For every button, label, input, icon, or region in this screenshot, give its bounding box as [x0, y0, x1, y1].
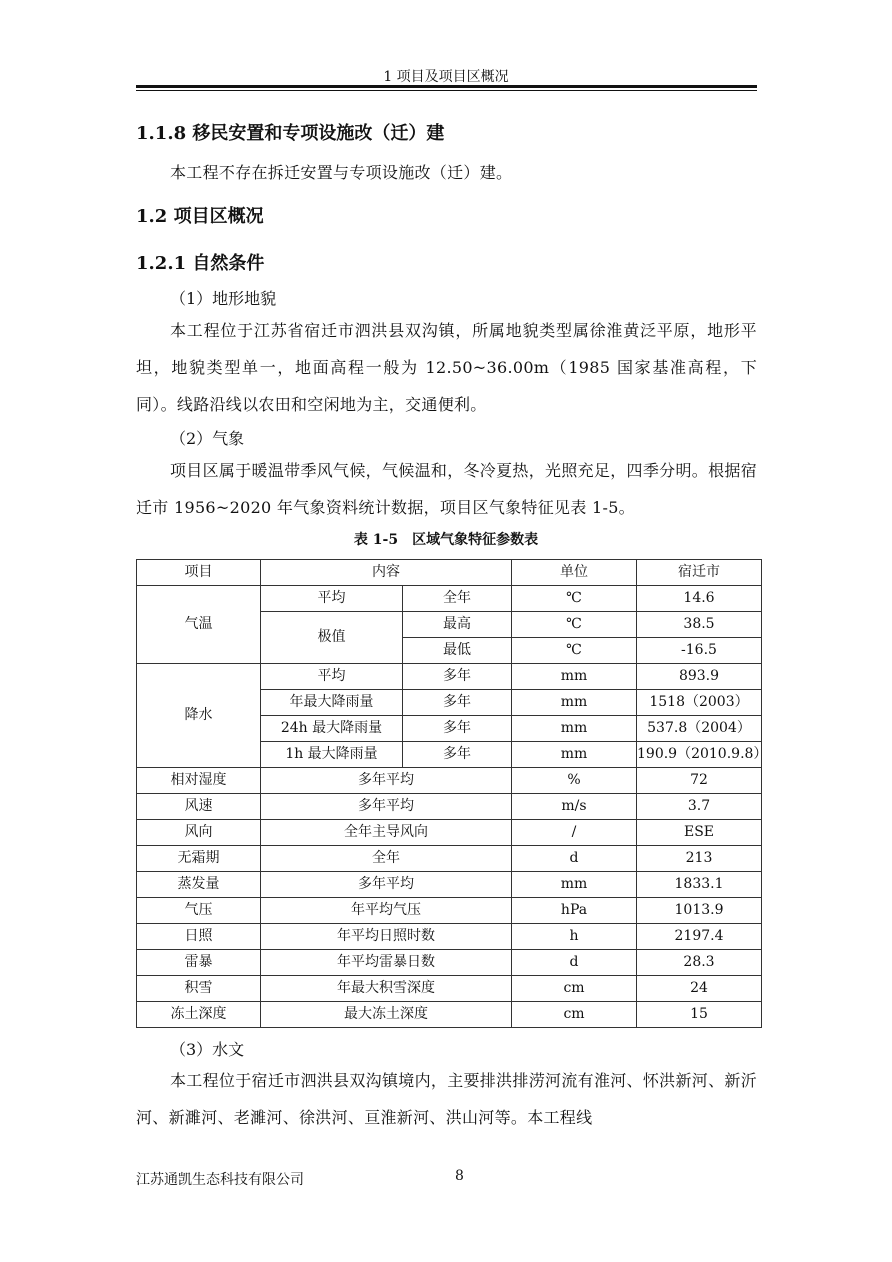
- header-rule-thin: [136, 90, 757, 91]
- table-row: [137, 794, 762, 820]
- header-place: 宿迁市: [637, 560, 762, 586]
- row-item: 风速: [137, 794, 261, 820]
- temp-item: 气温: [137, 586, 261, 664]
- row-unit: m/s: [512, 794, 637, 820]
- precip-period: 多年: [403, 690, 512, 716]
- para-terrain: 本工程位于江苏省宿迁市泗洪县双沟镇，所属地貌类型属徐淮黄泛平原，地形平坦，地貌类型单一，地面高程一般为 12.50~36.00m（1985 国家基准高程，下同）。线路沿线以农田和空闲地为主，交通便利。: [136, 321, 757, 414]
- table-row: [137, 664, 762, 690]
- heading-1-2-1: 1.2.1 自然条件: [136, 253, 265, 274]
- row-item: 蒸发量: [137, 872, 261, 898]
- row-content: 多年平均: [261, 768, 512, 794]
- row-content: 年平均日照时数: [261, 924, 512, 950]
- temp-avg-value: 14.6: [637, 586, 762, 612]
- row-value: 213: [637, 846, 762, 872]
- row-value: 72: [637, 768, 762, 794]
- footer-company: 江苏通凯生态科技有限公司: [136, 1172, 304, 1188]
- table-row: [137, 820, 762, 846]
- row-item: 雷暴: [137, 950, 261, 976]
- row-unit: hPa: [512, 898, 637, 924]
- table-row: [137, 586, 762, 612]
- temp-high-value: 38.5: [637, 612, 762, 638]
- precip-unit: mm: [512, 716, 637, 742]
- row-item: 气压: [137, 898, 261, 924]
- temp-avg-label: 平均: [261, 586, 403, 612]
- temp-low-value: -16.5: [637, 638, 762, 664]
- precip-item: 降水: [137, 664, 261, 768]
- header-unit: 单位: [512, 560, 637, 586]
- precip-unit: mm: [512, 690, 637, 716]
- temp-extreme-label: 极值: [261, 612, 403, 664]
- precip-period: 多年: [403, 716, 512, 742]
- precip-value: 190.9（2010.9.8）: [637, 742, 762, 768]
- precip-unit: mm: [512, 664, 637, 690]
- row-item: 积雪: [137, 976, 261, 1002]
- para-hydro: 本工程位于宿迁市泗洪县双沟镇境内，主要排洪排涝河流有淮河、怀洪新河、新沂河、新濉河、老濉河、徐洪河、亘淮新河、洪山河等。本工程线: [136, 1071, 757, 1127]
- terrain-title: （1）地形地貌: [170, 289, 277, 308]
- row-item: 相对湿度: [137, 768, 261, 794]
- row-content: 多年平均: [261, 794, 512, 820]
- row-unit: mm: [512, 872, 637, 898]
- row-content: 年平均雷暴日数: [261, 950, 512, 976]
- row-value: 1833.1: [637, 872, 762, 898]
- temp-low-period: 最低: [403, 638, 512, 664]
- page-number: 8: [455, 1168, 464, 1184]
- table-row: [137, 846, 762, 872]
- table-row: [137, 898, 762, 924]
- table-row: [137, 976, 762, 1002]
- precip-label: 24h 最大降雨量: [261, 716, 403, 742]
- row-item: 风向: [137, 820, 261, 846]
- precip-value: 537.8（2004）: [637, 716, 762, 742]
- row-value: 24: [637, 976, 762, 1002]
- header-content: 内容: [261, 560, 512, 586]
- row-value: 28.3: [637, 950, 762, 976]
- row-unit: %: [512, 768, 637, 794]
- precip-label: 1h 最大降雨量: [261, 742, 403, 768]
- precip-label: 年最大降雨量: [261, 690, 403, 716]
- row-item: 日照: [137, 924, 261, 950]
- precip-period: 多年: [403, 742, 512, 768]
- row-content: 最大冻土深度: [261, 1002, 512, 1028]
- table-row: [137, 768, 762, 794]
- row-content: 年平均气压: [261, 898, 512, 924]
- precip-value: 1518（2003）: [637, 690, 762, 716]
- row-content: 全年主导风向: [261, 820, 512, 846]
- climate-title: （2）气象: [170, 429, 245, 448]
- row-unit: /: [512, 820, 637, 846]
- row-content: 全年: [261, 846, 512, 872]
- row-unit: cm: [512, 1002, 637, 1028]
- row-unit: d: [512, 950, 637, 976]
- row-value: ESE: [637, 820, 762, 846]
- table-row: [137, 872, 762, 898]
- header-rule-thick: [136, 85, 757, 88]
- precip-unit: mm: [512, 742, 637, 768]
- row-unit: cm: [512, 976, 637, 1002]
- table-header-row: [137, 560, 762, 586]
- para-resettlement: 本工程不存在拆迁安置与专项设施改（迁）建。: [170, 163, 513, 182]
- precip-period: 多年: [403, 664, 512, 690]
- temp-avg-unit: ℃: [512, 586, 637, 612]
- row-value: 2197.4: [637, 924, 762, 950]
- heading-1-2: 1.2 项目区概况: [136, 206, 264, 227]
- row-value: 3.7: [637, 794, 762, 820]
- table-row: [137, 924, 762, 950]
- para-climate: 项目区属于暖温带季风气候，气候温和，冬冷夏热，光照充足，四季分明。根据宿迁市 1956~2020 年气象资料统计数据，项目区气象特征见表 1-5。: [136, 461, 757, 517]
- table-row: [137, 950, 762, 976]
- row-content: 年最大积雪深度: [261, 976, 512, 1002]
- table-row: [137, 1002, 762, 1028]
- temp-high-unit: ℃: [512, 612, 637, 638]
- temp-high-period: 最高: [403, 612, 512, 638]
- temp-avg-period: 全年: [403, 586, 512, 612]
- table-caption: 表 1-5 区域气象特征参数表: [353, 532, 539, 548]
- row-item: 冻土深度: [137, 1002, 261, 1028]
- row-value: 1013.9: [637, 898, 762, 924]
- temp-low-unit: ℃: [512, 638, 637, 664]
- climate-table: [136, 559, 768, 1028]
- row-unit: d: [512, 846, 637, 872]
- precip-label: 平均: [261, 664, 403, 690]
- heading-1-1-8: 1.1.8 移民安置和专项设施改（迁）建: [136, 123, 445, 144]
- row-item: 无霜期: [137, 846, 261, 872]
- row-content: 多年平均: [261, 872, 512, 898]
- row-unit: h: [512, 924, 637, 950]
- running-header: 1 项目及项目区概况: [383, 69, 509, 85]
- row-value: 15: [637, 1002, 762, 1028]
- header-item: 项目: [137, 560, 261, 586]
- precip-value: 893.9: [637, 664, 762, 690]
- hydro-title: （3）水文: [170, 1040, 245, 1059]
